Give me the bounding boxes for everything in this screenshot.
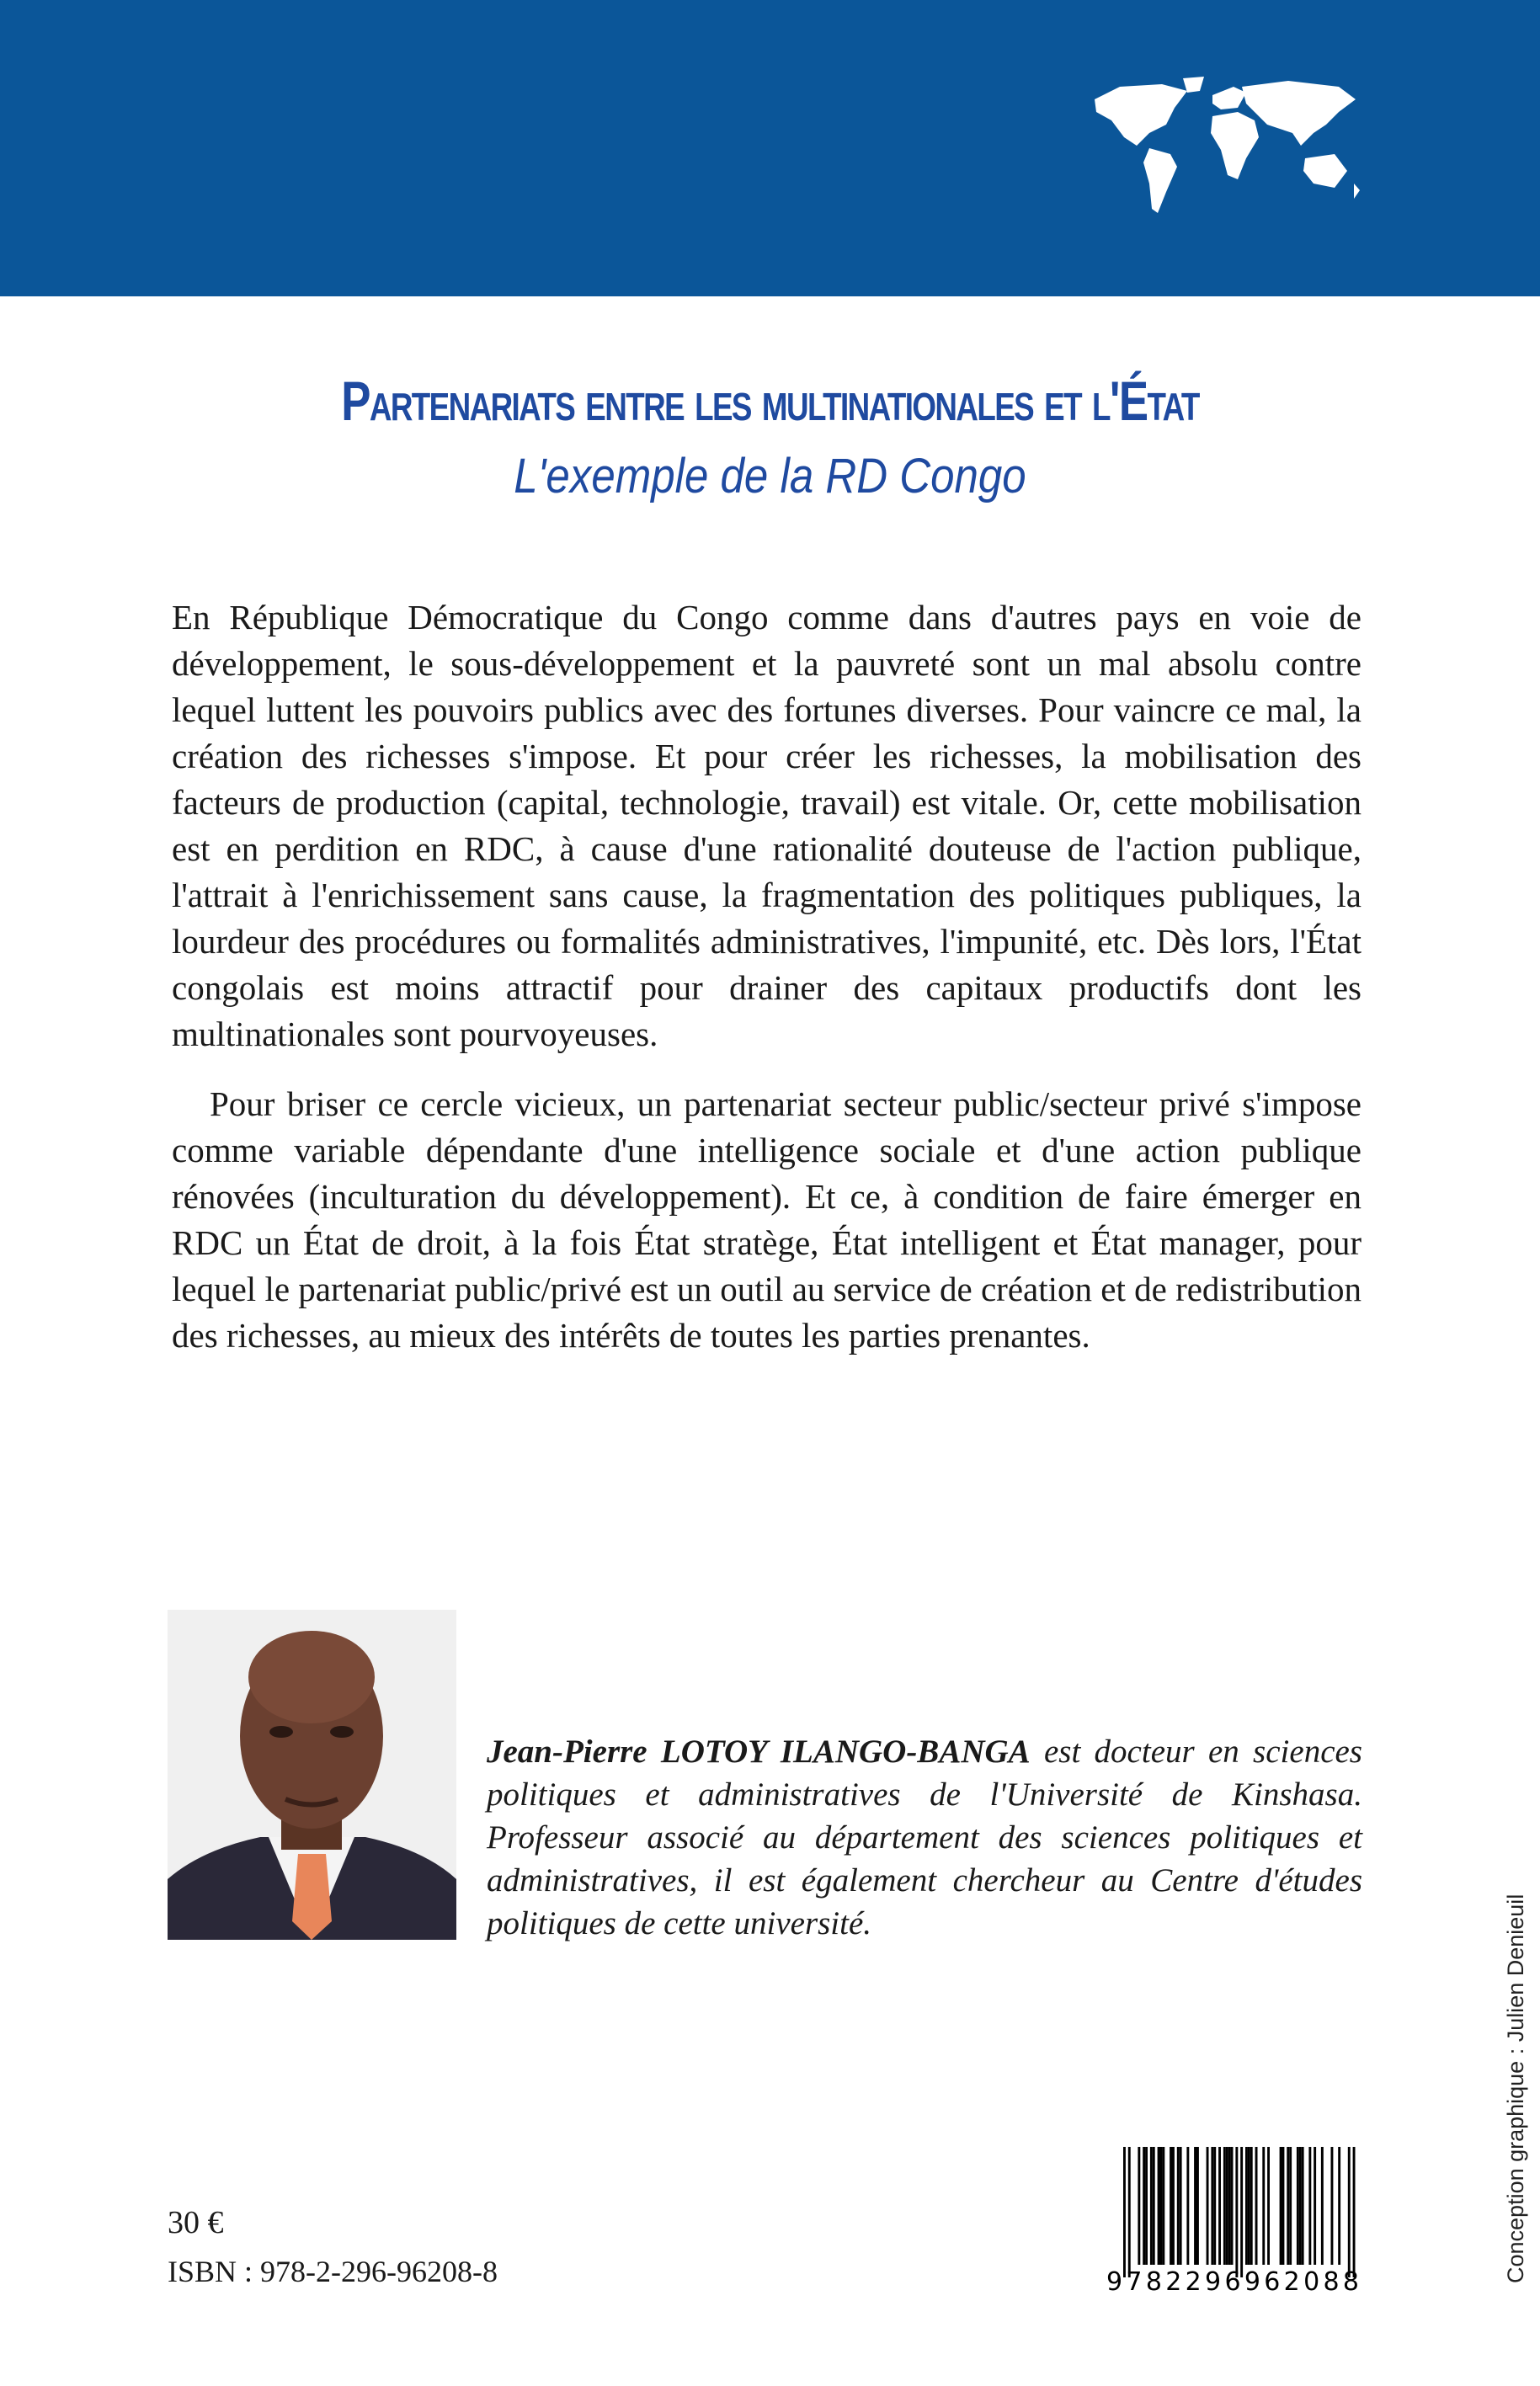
barcode-bar: [1194, 2147, 1196, 2265]
barcode-bar: [1211, 2147, 1213, 2265]
barcode-bar: [1123, 2147, 1126, 2277]
header-band: [0, 0, 1540, 296]
barcode-bar: [1331, 2147, 1334, 2265]
author-bio-text: est docteur en sciences politiques et administratives de l'Université de Kinshasa. Professeur associé au département des sciences politiques et administratives, il est également chercheur au Centre d'études politiques de cette université.: [487, 1734, 1362, 1941]
barcode-bar: [1287, 2147, 1289, 2265]
barcode-bar: [1138, 2147, 1140, 2265]
barcode-bar: [1213, 2147, 1216, 2265]
summary-paragraph: En République Démocratique du Congo comme dans d'autres pays en voie de développement, le sous-développement et la pauvreté sont un mal absolu contre lequel luttent les pouvoirs publics avec des fortunes diverses. Pour vaincre ce mal, la création des richesses s'impose. Et pour créer les richesses, la mobilisation des facteurs de production (capital, technologie, travail) est vitale. Or, cette mobilisation est en perdition en RDC, à cause d'une rationalité douteuse de l'action publique, l'attrait à l'enrichissement sans cause, la fragmentation des politiques publiques, la lourdeur des procédures ou formalités administratives, l'impunité, etc. Dès lors, l'État congolais est moins attractif pour drainer des capitaux productifs dont les multinationales sont pourvoyeuses.: [172, 598, 1361, 1053]
world-map-icon: [1086, 74, 1364, 217]
barcode-bar: [1308, 2147, 1311, 2265]
barcode-bar: [1180, 2147, 1182, 2265]
barcode-bar: [1250, 2147, 1253, 2265]
price: 30 €: [168, 2205, 224, 2240]
book-title: Partenariats entre les multinationales et l'État: [341, 370, 1199, 432]
barcode-bar: [1302, 2147, 1304, 2265]
barcode-bar: [1299, 2147, 1302, 2265]
barcode-bar: [1353, 2147, 1356, 2277]
barcode-bar: [1177, 2147, 1180, 2265]
barcode-bar: [1196, 2147, 1199, 2265]
barcode-bar: [1162, 2147, 1164, 2265]
barcode-bar: [1143, 2147, 1145, 2265]
design-credit: Conception graphique : Julien Denieuil: [1503, 1893, 1528, 2283]
barcode-bar: [1226, 2147, 1228, 2265]
barcode-bar: [1240, 2147, 1243, 2277]
barcode-bar: [1297, 2147, 1299, 2265]
isbn: ISBN : 978-2-296-96208-8: [168, 2255, 498, 2288]
barcode-bar: [1262, 2147, 1265, 2265]
barcode-bar: [1153, 2147, 1155, 2265]
barcode-bar: [1172, 2147, 1175, 2265]
barcode-bar: [1282, 2147, 1285, 2265]
book-subtitle: L'exemple de la RD Congo: [514, 449, 1026, 503]
barcode-bar: [1248, 2147, 1250, 2265]
barcode-bar: [1170, 2147, 1172, 2265]
barcode-bar: [1207, 2147, 1209, 2265]
barcode-bar: [1228, 2147, 1231, 2265]
author-bio: [487, 1730, 1362, 1945]
barcode-bar: [1160, 2147, 1163, 2265]
barcode-bar: [1314, 2147, 1316, 2265]
author-photo: [168, 1610, 456, 1940]
barcode-digits: 9782296962088: [1106, 2267, 1359, 2294]
barcode-bar: [1223, 2147, 1226, 2265]
barcode-bar: [1150, 2147, 1153, 2265]
barcode-bar: [1267, 2147, 1270, 2265]
barcode: [1101, 2138, 1371, 2294]
barcode-bar: [1158, 2147, 1160, 2265]
barcode-bar: [1218, 2147, 1221, 2265]
barcode-bar: [1338, 2147, 1340, 2265]
barcode-bar: [1321, 2147, 1324, 2265]
barcode-bar: [1235, 2147, 1238, 2277]
barcode-bar: [1231, 2147, 1234, 2265]
barcode-bar: [1245, 2147, 1248, 2265]
summary-paragraph: Pour briser ce cercle vicieux, un partenariat secteur public/secteur privé s'impose comme variable dépendante d'une intelligence sociale et d'une action publique rénovées (inculturation du développement). Et ce, à condition de faire émerger en RDC un État de droit, à la fois État stratège, État intelligent et État manager, pour lequel le partenariat public/privé est un outil au service de création et de redistribution des richesses, au mieux des intérêts de toutes les parties prenantes.: [172, 1084, 1361, 1355]
barcode-bar: [1186, 2147, 1189, 2265]
barcode-bar: [1280, 2147, 1282, 2265]
author-name: Jean-Pierre LOTOY ILANGO-BANGA: [487, 1734, 1031, 1770]
back-cover-summary: [172, 594, 1361, 1382]
barcode-bar: [1128, 2147, 1131, 2277]
barcode-bar: [1289, 2147, 1292, 2265]
barcode-bar: [1348, 2147, 1351, 2277]
barcode-bar: [1255, 2147, 1258, 2265]
barcode-bar: [1145, 2147, 1148, 2265]
